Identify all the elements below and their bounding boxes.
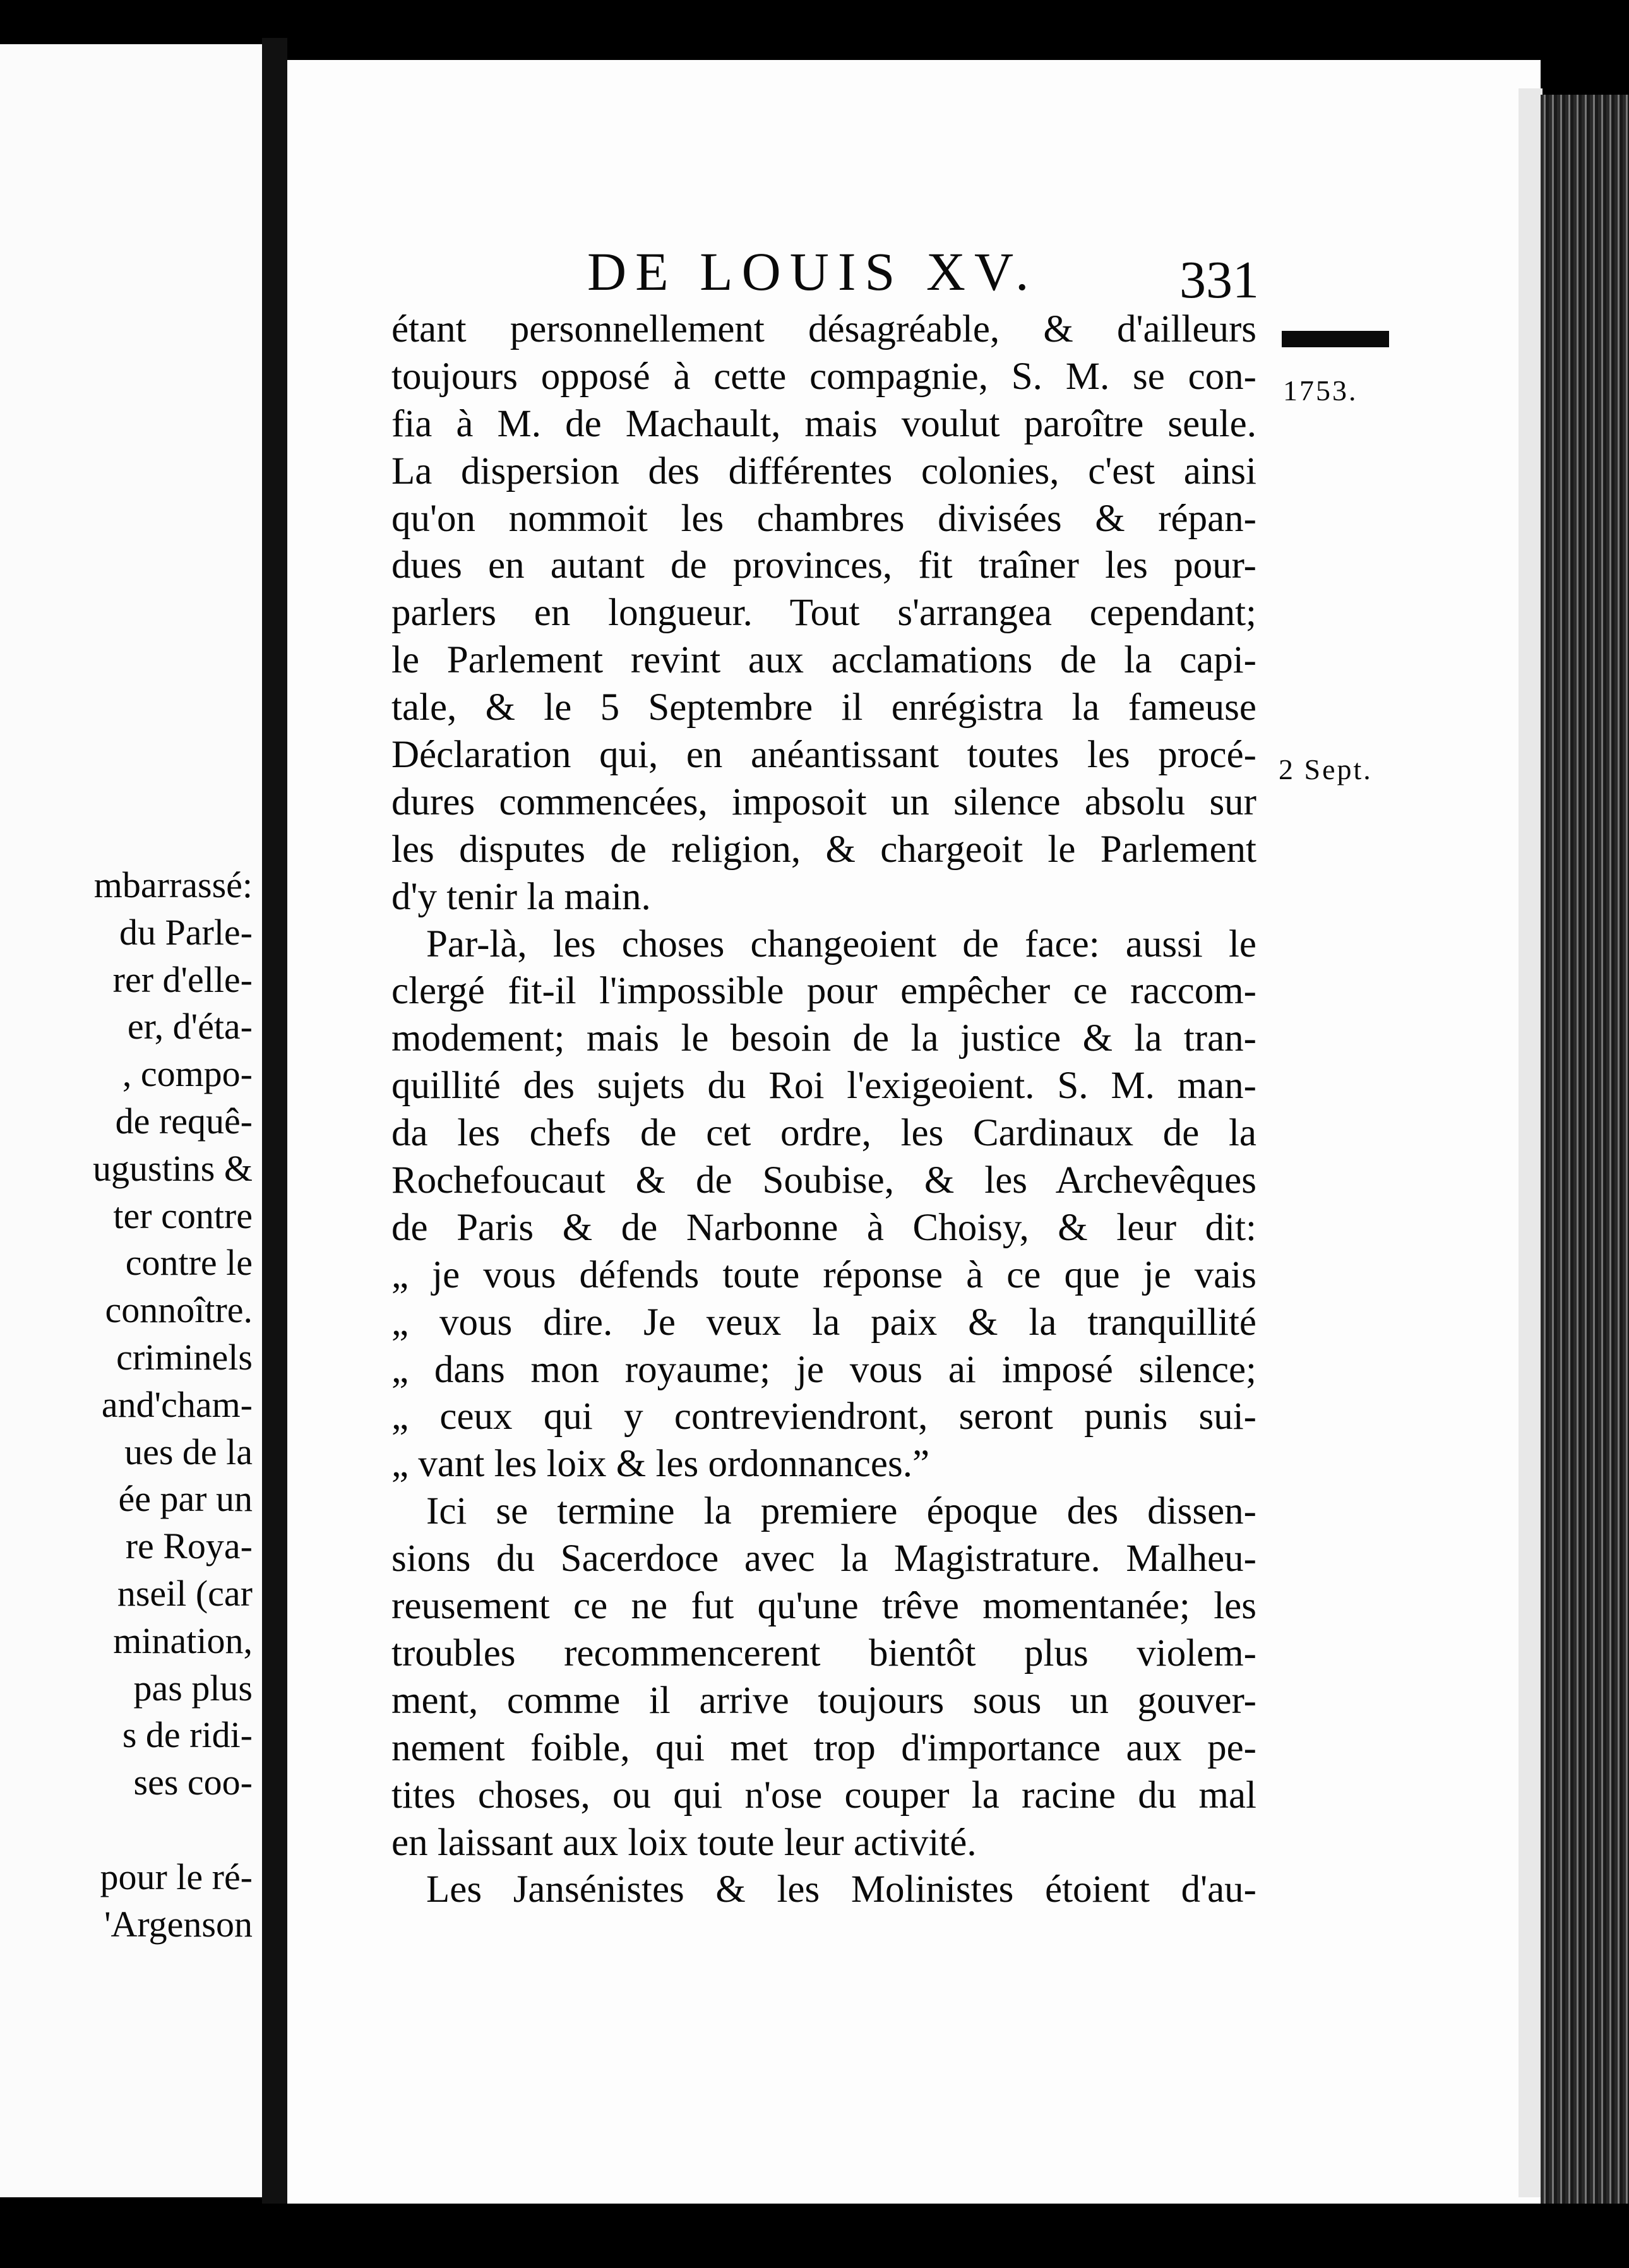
left-line: , compo- <box>122 1053 253 1095</box>
text-line: ment, comme il arrive toujours sous un gouver- <box>391 1679 1256 1722</box>
text-line: étant personnellement désagréable, & d'ailleurs <box>391 308 1256 350</box>
left-line: 'Argenson <box>104 1903 253 1945</box>
text-line: fia à M. de Machault, mais voulut paroître seule. <box>391 402 1256 445</box>
text-line: da les chefs de cet ordre, les Cardinaux de la <box>391 1112 1256 1155</box>
text-line: La dispersion des différentes colonies, c'est ainsi <box>391 450 1256 492</box>
left-line <box>0 1806 253 1854</box>
text-line: Les Jansénistes & les Molinistes étoient d'au- <box>426 1868 1256 1911</box>
left-line: ses coo- <box>133 1762 253 1803</box>
text-line: tites choses, ou qui n'ose couper la racine du mal <box>391 1774 1256 1817</box>
text-line: Ici se termine la premiere époque des dissen- <box>426 1490 1256 1533</box>
left-line: rer d'elle- <box>112 958 253 1000</box>
left-line: connoître. <box>105 1289 253 1331</box>
left-line: s de ridi- <box>122 1714 253 1756</box>
left-line: ée par un <box>118 1478 253 1520</box>
margin-date: 2 Sept. <box>1279 753 1373 785</box>
text-line: tale, & le 5 Septembre il enrégistra la fameuse <box>391 686 1256 729</box>
left-line: du Parle- <box>119 911 253 953</box>
text-line: „ ceux qui y contreviendront, seront punis sui- <box>391 1395 1256 1438</box>
margin-rule <box>1282 331 1389 347</box>
text-line: troubles recommencerent bientôt plus violem- <box>391 1632 1256 1674</box>
text-line: toujours opposé à cette compagnie, S. M. se con- <box>391 355 1256 398</box>
page-number: 331 <box>1179 251 1259 309</box>
left-line: ugustins & <box>93 1147 253 1189</box>
text-line: les disputes de religion, & chargeoit le Parlement <box>391 828 1256 871</box>
book-gutter <box>262 38 287 2204</box>
left-line: er, d'éta- <box>127 1006 253 1047</box>
text-line: clergé fit-il l'impossible pour empêcher ce raccom- <box>391 970 1256 1013</box>
text-line: quillité des sujets du Roi l'exigeoient. S. M. man- <box>391 1065 1256 1107</box>
text-line: „ vous dire. Je veux la paix & la tranquillité <box>391 1301 1256 1344</box>
show-through-text <box>0 284 208 852</box>
text-line: sions du Sacerdoce avec la Magistrature. Malheu- <box>391 1537 1256 1580</box>
body-text <box>391 306 1256 1914</box>
left-line: de requê- <box>115 1100 253 1142</box>
left-line: pas plus <box>133 1667 253 1709</box>
left-line: pour le ré- <box>100 1856 253 1897</box>
left-line: mination, <box>113 1620 253 1661</box>
text-line: Par-là, les choses changeoient de face: aussi le <box>426 922 1256 965</box>
left-line: contre le <box>125 1242 253 1284</box>
text-line: en laissant aux loix toute leur activité. <box>391 1821 977 1864</box>
text-line: dues en autant de provinces, fit traîner les pour- <box>391 544 1256 587</box>
text-line: de Paris & de Narbonne à Choisy, & leur dit: <box>391 1206 1256 1249</box>
left-line: re Roya- <box>125 1525 253 1567</box>
text-line: „ vant les loix & les ordonnances.” <box>391 1443 930 1486</box>
left-page-text <box>0 862 253 1948</box>
text-line: nement foible, qui met trop d'importance aux pe- <box>391 1726 1256 1769</box>
text-line: le Parlement revint aux acclamations de la capi- <box>391 639 1256 682</box>
text-line: Rochefoucaut & de Soubise, & les Archevêques <box>391 1159 1256 1202</box>
running-head: DE LOUIS XV. <box>587 241 1038 302</box>
text-line: „ dans mon royaume; je vous ai imposé silence; <box>391 1348 1256 1391</box>
text-line: qu'on nommoit les chambres divisées & répan- <box>391 497 1256 540</box>
text-line: parlers en longueur. Tout s'arrangea cependant; <box>391 592 1256 635</box>
left-line: nseil (car <box>117 1572 253 1614</box>
margin-year: 1753. <box>1283 374 1358 407</box>
text-line: reusement ce ne fut qu'une trêve momentanée; les <box>391 1585 1256 1628</box>
text-line: d'y tenir la main. <box>391 875 651 918</box>
left-line: ues de la <box>124 1431 253 1472</box>
text-line: „ je vous défends toute réponse à ce que je vais <box>391 1253 1256 1296</box>
left-line: criminels <box>116 1336 253 1378</box>
page-edges <box>1541 95 1629 2204</box>
text-line: dures commencées, imposoit un silence absolu sur <box>391 780 1256 823</box>
text-line: Déclaration qui, en anéantissant toutes les procé- <box>391 734 1256 777</box>
page-edge-shadow <box>1519 88 1542 2197</box>
left-facing-page <box>0 44 262 2197</box>
left-line: ter contre <box>113 1195 253 1236</box>
left-line: mbarrassé: <box>93 864 253 905</box>
text-line: modement; mais le besoin de la justice & la tran- <box>391 1017 1256 1060</box>
left-line: and'cham- <box>101 1383 253 1425</box>
